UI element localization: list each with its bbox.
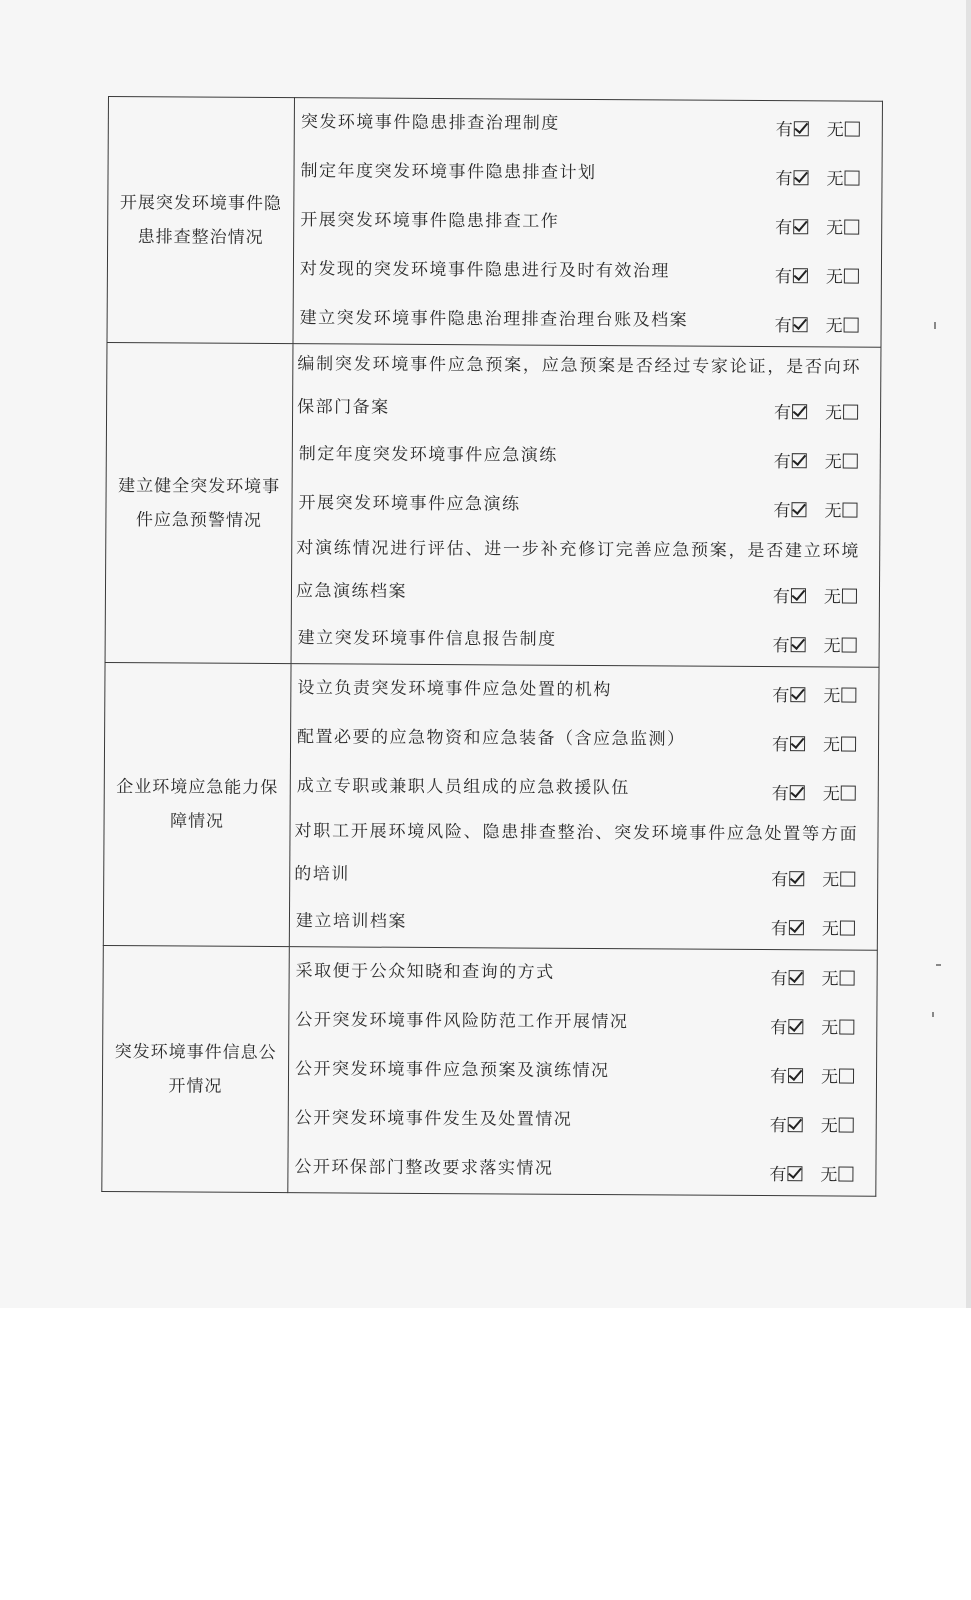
section-row (103, 662, 879, 950)
item-text: 公开突发环境事件风险防范工作开展情况 (295, 1010, 629, 1033)
scan-edge (966, 0, 971, 1308)
item-text: 设立负责突发环境事件应急处置的机构 (297, 678, 612, 701)
checklist-item (293, 430, 880, 483)
checklist-item (293, 294, 880, 347)
yes-no-options (773, 636, 857, 657)
no-label: 无 (820, 1165, 838, 1186)
yes-label: 有 (769, 1116, 787, 1137)
yes-label: 有 (769, 1067, 788, 1088)
no-label: 无 (825, 403, 843, 424)
no-checkbox[interactable] (844, 219, 859, 234)
items-cell (291, 344, 881, 668)
category-label-line: 患排查整治情况 (137, 226, 264, 248)
yes-checkbox[interactable] (789, 920, 804, 935)
yes-label: 有 (772, 636, 790, 657)
no-label: 无 (823, 587, 842, 608)
yes-label: 有 (770, 1018, 788, 1039)
no-label: 无 (822, 735, 841, 756)
yes-label: 有 (775, 218, 793, 239)
checklist-item (289, 1045, 876, 1098)
yes-checkbox[interactable] (793, 170, 808, 185)
yes-label: 有 (773, 452, 791, 473)
no-checkbox[interactable] (845, 122, 860, 137)
no-label: 无 (821, 919, 839, 940)
category-label-line: 障情况 (170, 811, 225, 832)
no-checkbox[interactable] (838, 1166, 853, 1181)
yes-checkbox[interactable] (788, 1019, 803, 1034)
yes-checkbox[interactable] (793, 268, 808, 283)
item-text: 制定年度突发环境事件隐患排查计划 (300, 161, 597, 183)
item-text: 建立突发环境事件隐患治理排查治理台账及档案 (299, 308, 689, 331)
yes-checkbox[interactable] (792, 404, 807, 419)
no-checkbox[interactable] (841, 687, 856, 702)
yes-checkbox[interactable] (791, 588, 806, 603)
yes-no-options (774, 452, 858, 473)
yes-no-options (775, 169, 859, 190)
yes-label: 有 (771, 735, 790, 756)
yes-no-options (772, 735, 856, 756)
category-label-line: 开展突发环境事件隐 (119, 192, 282, 214)
no-checkbox[interactable] (844, 317, 859, 332)
yes-no-options (770, 1116, 854, 1137)
yes-checkbox[interactable] (793, 219, 808, 234)
checklist-table (101, 96, 883, 1197)
no-label: 无 (824, 501, 842, 522)
item-text: 对职工开展环境风险、隐患排查整治、突发环境事件应急处置等方面 (294, 821, 859, 845)
item-text: 保部门备案 (297, 397, 390, 418)
category-label-line: 突发环境事件信息公 (114, 1041, 277, 1063)
yes-checkbox[interactable] (790, 736, 805, 751)
yes-checkbox[interactable] (793, 317, 808, 332)
checklist-item (294, 245, 881, 298)
no-label: 无 (820, 1067, 839, 1088)
item-text: 应急演练档案 (295, 581, 408, 602)
yes-checkbox[interactable] (789, 871, 804, 886)
checklist-item (295, 98, 882, 151)
no-label: 无 (822, 870, 840, 891)
yes-label: 有 (775, 120, 793, 141)
item-text: 对发现的突发环境事件隐患进行及时有效治理 (299, 259, 670, 282)
item-text: 开展突发环境事件应急演练 (298, 493, 521, 515)
yes-label: 有 (774, 267, 792, 288)
no-checkbox[interactable] (843, 453, 858, 468)
yes-checkbox[interactable] (794, 121, 809, 136)
scan-speck (934, 322, 936, 329)
no-checkbox[interactable] (841, 736, 856, 751)
no-label: 无 (821, 969, 839, 990)
yes-no-options (775, 267, 859, 288)
no-label: 无 (821, 1018, 839, 1039)
no-checkbox[interactable] (843, 404, 858, 419)
category-cell (103, 662, 291, 946)
yes-no-options (773, 501, 857, 522)
checklist-item (289, 1094, 876, 1147)
yes-no-options (776, 120, 860, 141)
yes-label: 有 (772, 686, 790, 707)
yes-label: 有 (774, 316, 792, 337)
yes-label: 有 (774, 403, 792, 424)
yes-label: 有 (773, 501, 791, 522)
category-cell (105, 342, 293, 663)
no-label: 无 (820, 1116, 838, 1137)
yes-label: 有 (775, 169, 793, 190)
yes-checkbox[interactable] (791, 502, 806, 517)
yes-no-options (772, 686, 856, 707)
checklist-item (290, 811, 878, 901)
item-text: 制定年度突发环境事件应急演练 (298, 444, 558, 466)
category-label-line: 企业环境应急能力保 (116, 777, 279, 799)
items-cell (288, 947, 877, 1197)
no-checkbox[interactable] (842, 588, 857, 603)
item-text: 配置必要的应急物资和应急装备（含应急监测） (297, 727, 686, 750)
items-cell (293, 98, 882, 348)
no-checkbox[interactable] (839, 1117, 854, 1132)
checklist-item (294, 196, 881, 249)
checklist-item (292, 528, 880, 618)
checklist-item (291, 664, 878, 717)
no-checkbox[interactable] (839, 1068, 854, 1083)
yes-checkbox[interactable] (792, 453, 807, 468)
section-row (105, 342, 881, 667)
item-text: 采取便于公众知晓和查询的方式 (295, 961, 555, 983)
section-row (107, 97, 882, 348)
yes-no-options (775, 218, 859, 239)
yes-label: 有 (771, 784, 789, 805)
yes-label: 有 (770, 969, 788, 990)
no-label: 无 (826, 120, 844, 141)
yes-label: 有 (771, 870, 789, 891)
checklist-item (292, 479, 879, 532)
item-text: 公开突发环境事件应急预案及演练情况 (294, 1059, 610, 1082)
no-label: 无 (824, 452, 842, 473)
no-label: 无 (825, 316, 843, 337)
yes-checkbox[interactable] (791, 637, 806, 652)
item-text: 编制突发环境事件应急预案，应急预案是否经过专家论证，是否向环 (297, 354, 862, 378)
category-label-line: 开情况 (168, 1075, 223, 1097)
no-label: 无 (822, 784, 840, 805)
item-text: 建立突发环境事件信息报告制度 (297, 628, 557, 650)
no-checkbox[interactable] (839, 1019, 854, 1034)
yes-no-options (775, 316, 859, 337)
yes-no-options (769, 1165, 853, 1186)
item-text: 开展突发环境事件隐患排查工作 (300, 210, 560, 232)
category-cell (102, 945, 289, 1192)
yes-no-options (772, 784, 856, 805)
items-cell (289, 664, 879, 951)
checklist-item (293, 344, 881, 434)
yes-no-options (774, 403, 858, 424)
no-checkbox[interactable] (844, 171, 859, 186)
checklist-item (290, 897, 877, 950)
category-label-line: 建立健全突发环境事 (118, 475, 281, 497)
no-label: 无 (826, 218, 844, 239)
checklist-item (289, 996, 876, 1049)
item-text: 公开环保部门整改要求落实情况 (294, 1157, 554, 1179)
checklist-item (291, 713, 878, 766)
item-text: 建立培训档案 (295, 911, 408, 932)
yes-label: 有 (772, 587, 791, 608)
yes-no-options (770, 1018, 854, 1039)
no-label: 无 (825, 267, 843, 288)
no-checkbox[interactable] (840, 920, 855, 935)
yes-no-options (770, 1067, 854, 1088)
no-label: 无 (823, 686, 841, 707)
yes-no-options (771, 919, 855, 940)
no-label: 无 (823, 636, 841, 657)
checklist-item (294, 147, 881, 200)
no-checkbox[interactable] (842, 637, 857, 652)
item-text: 的培训 (294, 864, 350, 885)
no-checkbox[interactable] (840, 871, 855, 886)
category-label-line: 件应急预警情况 (135, 509, 262, 531)
yes-checkbox[interactable] (789, 970, 804, 985)
no-label: 无 (826, 169, 844, 190)
no-checkbox[interactable] (840, 970, 855, 985)
item-text: 成立专职或兼职人员组成的应急救援队伍 (296, 776, 630, 799)
no-checkbox[interactable] (844, 268, 859, 283)
checklist-item (291, 762, 878, 815)
yes-checkbox[interactable] (787, 1166, 802, 1181)
item-text: 公开突发环境事件发生及处置情况 (294, 1108, 573, 1130)
category-cell (107, 97, 294, 344)
yes-no-options (771, 969, 855, 990)
checklist-item (288, 1143, 875, 1196)
yes-label: 有 (769, 1165, 787, 1186)
yes-no-options (773, 587, 857, 608)
yes-checkbox[interactable] (788, 1117, 803, 1132)
no-checkbox[interactable] (842, 502, 857, 517)
scan-speck (936, 964, 941, 966)
item-text: 对演练情况进行评估、进一步补充修订完善应急预案，是否建立环境 (296, 538, 861, 562)
item-text: 突发环境事件隐患排查治理制度 (300, 112, 560, 134)
yes-checkbox[interactable] (790, 687, 805, 702)
checklist-item (292, 614, 879, 667)
no-checkbox[interactable] (841, 785, 856, 800)
checklist-item (290, 947, 877, 1000)
section-row (102, 945, 877, 1196)
yes-checkbox[interactable] (790, 785, 805, 800)
yes-label: 有 (770, 919, 788, 940)
yes-no-options (771, 870, 855, 891)
yes-checkbox[interactable] (788, 1068, 803, 1083)
scan-speck (932, 1012, 934, 1017)
